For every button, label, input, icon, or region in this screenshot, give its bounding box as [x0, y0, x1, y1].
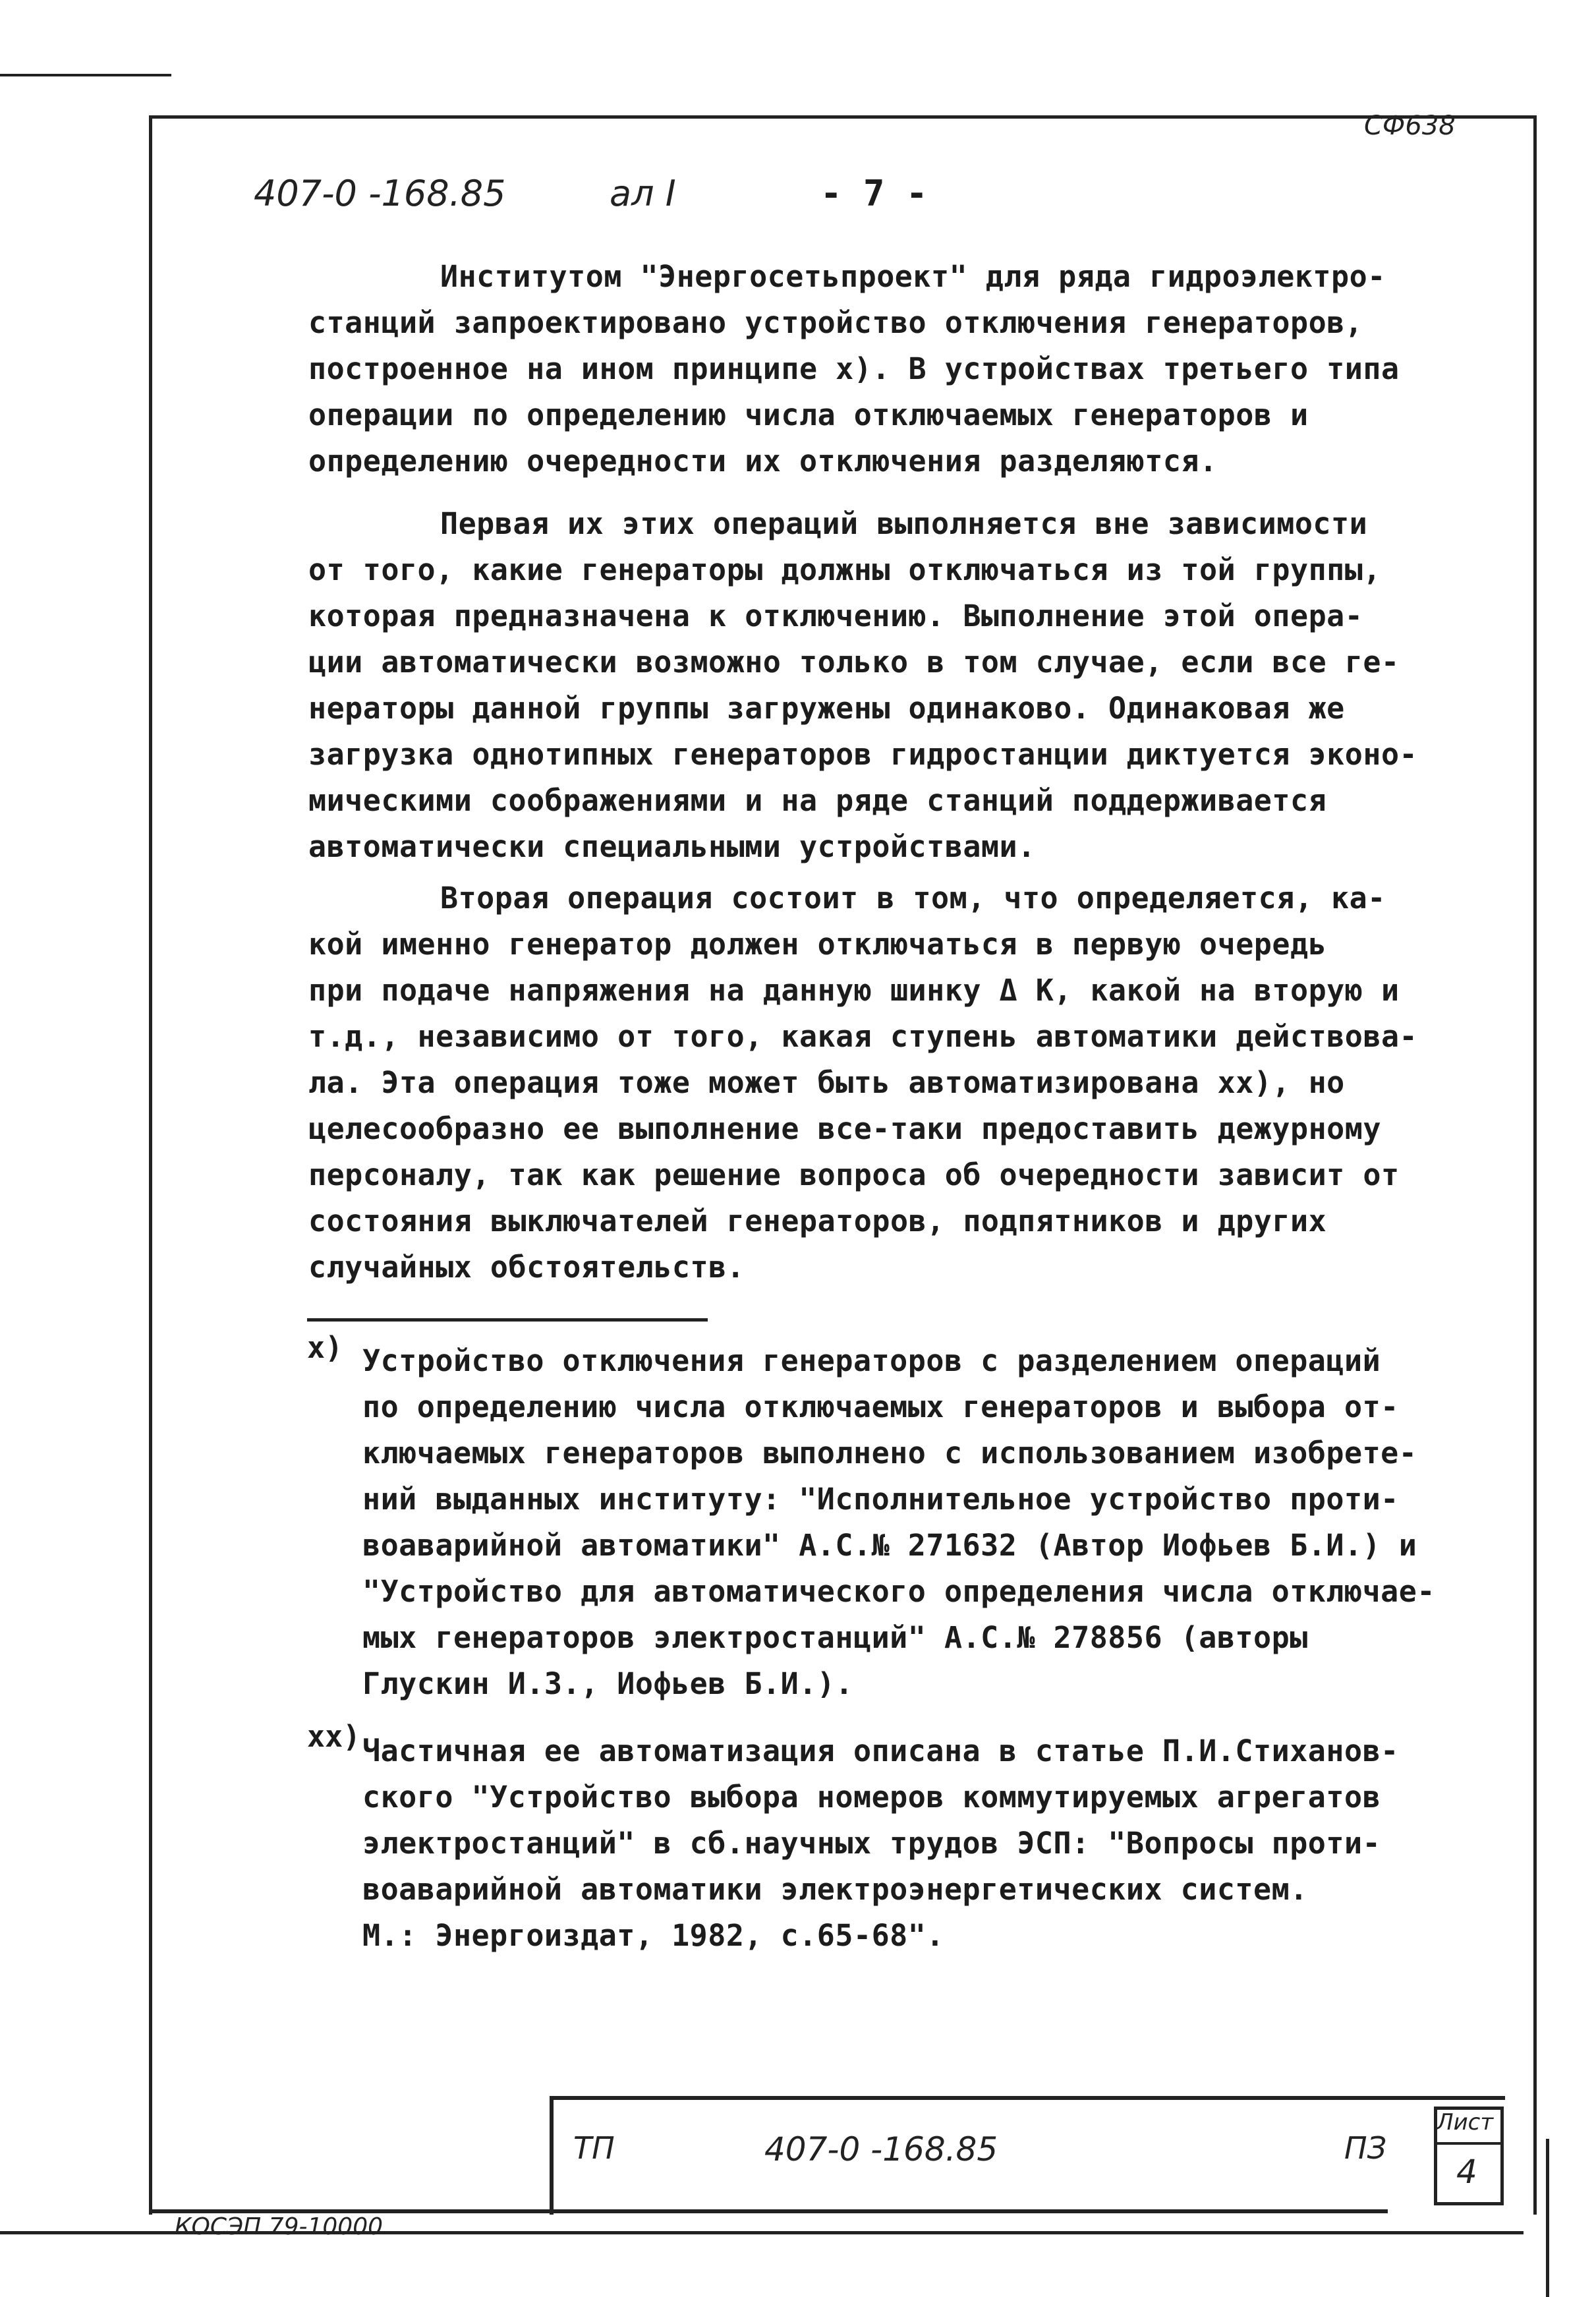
- footnote-1-text: Устройство отключения генераторов с разделением операций по определению числа отключаемых генераторов и выбора от- ключаемых генераторов выполнено с использованием изобрете- ний выданных институту: "Исполнительное устройство проти- воаварийной автоматики" А.С.№ 271632 (Автор Иофьев Б.И.) и "Устройство для автоматического определения числа отключае- мых генераторов электростанций" А.С.№ 278856 (авторы Глускин И.З., Иофьев Б.И.).: [362, 1343, 1435, 1701]
- top-edge-line: [0, 74, 171, 76]
- bottom-note: КОСЭП 79-10000: [175, 2213, 384, 2240]
- paragraph-1: Институтом "Энергосетьпроект" для ряда гидроэлектро- станций запроектировано устройство отключения генераторов, построенное на ином принципе x). В устройствах третьего типа операции по определению числа отключаемых генераторов и определению очередности их отключения разделяются.: [308, 259, 1400, 479]
- stamp-code: 407-0 -168.85: [764, 2130, 998, 2168]
- sheet-label: Лист: [1437, 2109, 1494, 2136]
- header-code: 407-0 -168.85: [254, 173, 506, 214]
- right-edge-mark: [1546, 2139, 1549, 2297]
- sheet-number: 4: [1456, 2153, 1477, 2191]
- footnote-separator: [307, 1318, 708, 1322]
- sheet-box-divider: [1434, 2142, 1504, 2145]
- paragraph-3: Вторая операция состоит в том, что определяется, ка- кой именно генератор должен отключаться в первую очередь при подаче напряжения на данную шинку Δ К, какой на вторую и т.д., независимо от того, какая ступень автоматики действова- ла. Эта операция тоже может быть автоматизирована xx), но целесообразно ее выполнение все-таки предоставить дежурному персоналу, так как решение вопроса об очередности зависит от состояния выключателей генераторов, подпятников и других случайных обстоятельств.: [308, 881, 1418, 1285]
- corner-mark: СФ638: [1364, 111, 1456, 141]
- footnote-2-marker: xx): [307, 1719, 361, 1754]
- header-album: ал I: [610, 173, 676, 214]
- stamp-section: ПЗ: [1344, 2130, 1387, 2166]
- footnote-2-text: Частичная ее автоматизация описана в статье П.И.Стиханов- ского "Устройство выбора номеров коммутируемых агрегатов электростанций" в сб.научных трудов ЭСП: "Вопросы проти- воаварийной автоматики электроэнергетических систем. М.: Энергоиздат, 1982, с.65-68".: [362, 1733, 1399, 1953]
- page-number: - 7 -: [820, 173, 928, 214]
- paragraph-2: Первая их этих операций выполняется вне зависимости от того, какие генераторы должны отключаться из той группы, которая предназначена к отключению. Выполнение этой опера- ции автоматически возможно только в том случае, если все ге- нераторы данной группы загружены одинаково. Одинаковая же загрузка однотипных генераторов гидростанции диктуется эконо- мическими соображениями и на ряде станций поддерживается автоматически специальными устройствами.: [308, 506, 1418, 864]
- footnote-1-marker: x): [307, 1330, 343, 1365]
- stamp-tp: ТП: [573, 2130, 615, 2166]
